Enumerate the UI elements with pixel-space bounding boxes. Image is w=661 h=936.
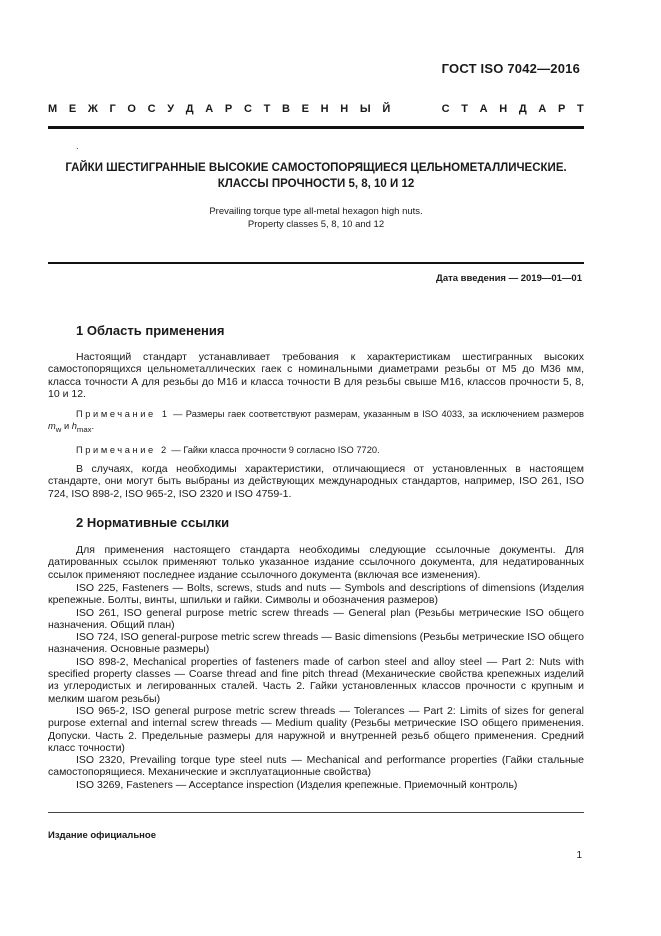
top-rule — [48, 126, 584, 129]
interstate-letter: А — [205, 103, 214, 115]
note-1 — [48, 408, 584, 436]
interstate-letter: М — [48, 103, 58, 115]
interstate-letter: С — [243, 103, 252, 115]
page-number: 1 — [576, 850, 582, 861]
note-1-label: Примечание 1 — [76, 409, 170, 419]
section-1-paragraph-2: В случаях, когда необходимы характеристики, отличающиеся от установленных в настоящем стандарте, они могут быть выбраны из действующих международных стандартов, например, ISO 261, ISO 724, ISO 898-2, ISO 965-2, ISO 2320 и ISO 4759-1. — [48, 463, 584, 500]
title-rule — [48, 262, 584, 264]
note-1-hmax-sub: max — [76, 424, 92, 434]
standard-letter: Т — [577, 103, 584, 115]
standard-letter: Р — [557, 103, 566, 115]
title-ru-line-2: КЛАССЫ ПРОЧНОСТИ 5, 8, 10 И 12 — [217, 177, 415, 190]
interstate-letter: У — [167, 103, 175, 115]
reference-item: ISO 898-2, Mechanical properties of fasteners made of carbon steel and alloy steel — Part 2: Nuts with specified property classes — Coarse thread and fine pitch thread (Механические свойства крепежных изделий из углеродистых и легированных сталей. Часть 2. Гайки установленных классов прочности с крупным и мелким шагом резьбы) — [48, 655, 584, 705]
reference-item: ISO 965-2, ISO general purpose metric screw threads — Tolerances — Part 2: Limits of sizes for general purpose external and internal screw threads — Medium quality (Резьбы метрические ISO общего применения. Допуски. Часть 2. Предельные размеры для наружной и внутренней резьб общего применения. Средний класс точности) — [48, 704, 584, 754]
interstate-letter: Е — [68, 103, 77, 115]
note-1-and: и — [61, 421, 72, 431]
interstate-letter: Р — [224, 103, 233, 115]
reference-item: ISO 3269, Fasteners — Acceptance inspection (Изделия крепежные. Приемочный контроль) — [76, 778, 518, 791]
interstate-letter: Е — [301, 103, 309, 115]
note-1-text: — Размеры гаек соответствуют размерам, указанным в ISO 4033, за исключением размеров — [169, 409, 585, 419]
stray-dot: . — [76, 141, 79, 151]
standard-letter: А — [479, 103, 488, 115]
section-2-heading: 2 Нормативные ссылки — [76, 515, 230, 530]
note-1-hmax: h — [71, 421, 77, 431]
note-1-mw: m — [48, 421, 56, 431]
official-edition-label: Издание официальное — [48, 830, 156, 841]
section-2-intro: Для применения настоящего стандарта необходимы следующие ссылочные документы. Для датированных ссылок применяют только указанное издание ссылочного документа, для недатированных ссылок применяют последнее издание ссылочного документа (включая все изменения). — [48, 544, 584, 581]
standard-letter: Д — [518, 103, 527, 115]
word-gap — [402, 103, 430, 115]
reference-item: ISO 724, ISO general-purpose metric screw threads — Basic dimensions (Резьбы метрические ISO общего назначения. Основные размеры) — [48, 631, 584, 656]
interstate-letter: Т — [263, 103, 271, 115]
reference-item: ISO 261, ISO general purpose metric screw threads — General plan (Резьбы метрические ISO общего назначения. Общий план) — [48, 606, 584, 631]
interstate-letter: Д — [185, 103, 194, 115]
normative-references-list — [48, 582, 584, 791]
note-1-end: . — [91, 421, 95, 431]
standard-letter: Н — [499, 103, 508, 115]
note-2 — [48, 444, 584, 456]
footer-rule — [48, 812, 584, 813]
title-ru-line-1: ГАЙКИ ШЕСТИГРАННЫЕ ВЫСОКИЕ САМОСТОПОРЯЩИЕСЯ ЦЕЛЬНОМЕТАЛЛИЧЕСКИЕ. — [65, 162, 567, 174]
reference-item: ISO 225, Fasteners — Bolts, screws, studs and nuts — Symbols and descriptions of dimensions (Изделия крепежные. Болты, винты, шпильки и гайки. Символы и обозначения размеров) — [48, 582, 584, 607]
title-russian — [48, 161, 584, 192]
interstate-letter: Г — [109, 103, 116, 115]
standard-letter: С — [441, 103, 450, 115]
introduction-date: Дата введения — 2019—01—01 — [436, 273, 582, 284]
interstate-standard-heading — [48, 103, 584, 115]
note-2-text: — Гайки класса прочности 9 согласно ISO 7720. — [168, 445, 380, 455]
interstate-letter: О — [127, 103, 136, 115]
interstate-letter: В — [281, 103, 290, 115]
title-en-line-2: Property classes 5, 8, 10 and 12 — [247, 219, 385, 230]
section-1-paragraph-1: Настоящий стандарт устанавливает требования к характеристикам шестигранных высоких самостопорящихся цельнометаллических гаек с номинальными диаметрами резьбы от M5 до M36 мм, класса точности А для резьбы до M16 и класса точности В для резьбы свыше M16, классов прочности 5, 8, 10 и 12. — [48, 351, 584, 400]
title-en-line-1: Prevailing torque type all-metal hexagon high nuts. — [209, 206, 423, 217]
interstate-letter: Н — [320, 103, 329, 115]
document-number: ГОСТ ISO 7042—2016 — [441, 61, 580, 76]
note-1-mw-sub: w — [55, 424, 62, 434]
note-2-label: Примечание 2 — [76, 445, 169, 455]
interstate-letter: Ж — [87, 103, 98, 115]
interstate-letter: Ы — [359, 103, 371, 115]
standard-letter: Т — [461, 103, 468, 115]
section-1-heading: 1 Область применения — [76, 323, 225, 338]
standard-letter: А — [538, 103, 547, 115]
reference-item: ISO 2320, Prevailing torque type steel nuts — Mechanical and performance properties (Гайки стальные самостопорящиеся. Механические и эксплуатационные свойства) — [48, 754, 584, 779]
interstate-letter: С — [147, 103, 156, 115]
interstate-letter: Н — [340, 103, 349, 115]
interstate-letter: Й — [382, 103, 391, 115]
title-english — [48, 205, 584, 231]
